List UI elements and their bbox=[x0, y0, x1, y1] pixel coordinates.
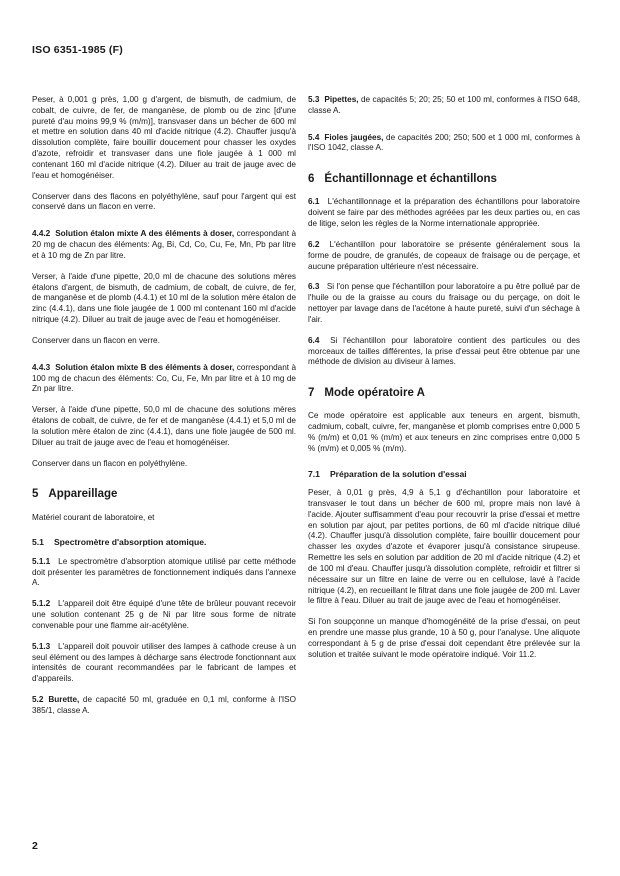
clause-6-4 bbox=[308, 336, 580, 368]
clause-6-3 bbox=[308, 282, 580, 325]
clause-text: L'échantillon pour laboratoire se présente généralement sous la forme de poudre, de granulés, de copeaux de fraisage ou de perçage, et aucune préparation ultérieure n'est nécessaire. bbox=[308, 239, 580, 271]
paragraph-test-solution-preparation: Peser, à 0,01 g près, 4,9 à 5,1 g d'échantillon pour laboratoire et transvaser le tout dans un bécher de 600 ml, propre mais non lavé à l'acide. Ajouter suffisamment d'eau pour recouvrir la prise d'essai et mettre en solution par ajout, par petites portions, de 60 ml d'acide nitrique dilué (4.2). Chauffer jusqu'à dissolution complète, faire bouillir doucement pour chasser les oxydes d'azote et évaporer jusqu'à consistance sirupeuse. Remettre les sels en solution par addition de 20 ml d'acide nitrique (4.2) et de 100 ml d'eau. Chauffer jusqu'à dissolution complète, refroidir et filtrer si nécessaire sur un filtre en laine de verre ou en cellulose, lavé à l'acide nitrique (4.2), en recueillant le filtrat dans une fiole jaugée de 200 ml. Laver le filtre à l'eau. Diluer au trait de jauge avec de l'eau et homogénéiser. bbox=[308, 488, 580, 606]
clause-text: Si l'on pense que l'échantillon pour laboratoire a pu être pollué par de l'huile ou de la graisse au cours du fraisage ou du perçage, on doit le nettoyer par lavage dans de l'acétone à haute pureté, suivi d'un séchage à l'air. bbox=[308, 282, 581, 324]
clause-text: de capacités 200; 250; 500 et 1 000 ml, conformes à l'ISO 1042, classe A. bbox=[308, 132, 580, 153]
paragraph-storage-polyethylene: Conserver dans des flacons en polyéthylène, sauf pour l'argent qui est conservé dans un flacon en verre. bbox=[32, 191, 296, 212]
clause-text: correspondant à 100 mg de chacun des éléments: Co, Cu, Fe, Mn par litre et à 10 mg de Zn par litre. bbox=[32, 362, 296, 394]
clause-number: 5.1.1 bbox=[32, 556, 51, 566]
clause-5-1-1 bbox=[32, 557, 296, 589]
subsection-number: 5.1 bbox=[32, 537, 44, 548]
paragraph-procedure-a-scope: Ce mode opératoire est applicable aux teneurs en argent, bismuth, cadmium, cobalt, cuivre, fer, manganèse et plomb comprises entre 0,000 5 % (m/m) et 0,01 % (m/m) et aux teneurs en zinc comprises entre 0,000 5 % (m/m) et 0,005 % (m/m). bbox=[308, 411, 580, 453]
section-title: Échantillonnage et échantillons bbox=[324, 173, 497, 186]
paragraph-apparatus-intro: Matériel courant de laboratoire, et bbox=[32, 512, 155, 522]
clause-text: Si l'échantillon pour laboratoire contient des particules ou des morceaux de tailles différentes, la prise d'essai peut être obtenue par une méthode de division au diviseur à lames. bbox=[308, 335, 581, 367]
clause-number: 5.1.2 bbox=[32, 599, 51, 609]
section-heading-5 bbox=[32, 487, 296, 502]
paragraph-mixed-a-preparation: Verser, à l'aide d'une pipette, 20,0 ml de chacune des solutions mères étalons d'argent, de bismuth, de cadmium, de cobalt, de cuivre, de fer, de manganèse et de plomb (4.4.1) et 10 ml de la solution mère étalon de zinc (4.4.1), dans une fiole jaugée de 1 000 ml contenant 160 ml d'acide nitrique (4.2). Diluer au trait de jauge avec de l'eau et homogénéiser. bbox=[32, 271, 296, 325]
section-title: Mode opératoire A bbox=[324, 387, 425, 400]
clause-text: L'échantillonnage et la préparation des échantillons pour laboratoire doivent se faire par des méthodes agréées par les deux parties ou, en cas de litige, selon les règles de la Norme internationale appropriée. bbox=[308, 197, 580, 229]
clause-text: L'appareil doit être équipé d'une tête de brûleur pouvant recevoir une solution contenant 25 g de Ni par litre sous forme de nitrate convenable pour une flamme air-acétylène. bbox=[32, 599, 296, 630]
page-number: 2 bbox=[32, 840, 38, 852]
right-column bbox=[308, 95, 580, 671]
clause-number: 5.1.3 bbox=[32, 641, 51, 651]
clause-5-1-3 bbox=[32, 642, 296, 685]
subsection-title: Préparation de la solution d'essai bbox=[329, 468, 467, 479]
section-number: 5 bbox=[32, 488, 39, 501]
clause-number: 6.1 bbox=[308, 197, 320, 207]
clause-4-4-2 bbox=[32, 229, 296, 261]
clause-number: 4.4.3 bbox=[32, 362, 51, 372]
subsection-number: 7.1 bbox=[308, 468, 320, 479]
left-column bbox=[32, 95, 296, 727]
subsection-heading-5-1 bbox=[32, 537, 296, 548]
clause-number: 5.3 bbox=[308, 95, 320, 104]
clause-5-3 bbox=[308, 95, 580, 117]
clause-text: L'appareil doit pouvoir utiliser des lampes à cathode creuse à un seul élément ou des lampes à décharge sans électrode fonctionnant aux intensités de courant recommandées par le fabricant de lampes et d'appareils. bbox=[32, 641, 296, 684]
subsection-heading-7-1 bbox=[308, 469, 580, 480]
clause-number: 5.2 bbox=[32, 694, 44, 704]
section-number: 6 bbox=[308, 173, 315, 186]
clause-number: 6.2 bbox=[308, 239, 320, 249]
paragraph-stock-solution-preparation: Peser, à 0,001 g près, 1,00 g d'argent, de bismuth, de cadmium, de cobalt, de cuivre, de fer, de manganèse, de plomb ou de zinc [d'une pureté d'au moins 99,9 % (m/m)], transvaser dans un bécher de 600 ml et mettre en solution dans 40 ml d'acide nitrique (4.2). Chauffer jusqu'à dissolution complète, faire bouillir doucement pour chasser les oxydes d'azote, refroidir et transvaser dans une fiole jaugée à 1 000 ml contenant 160 ml d'acide nitrique (4.2). Diluer au trait de jauge avec de l'eau et homogénéiser. bbox=[32, 95, 296, 180]
clause-number: 6.4 bbox=[308, 335, 320, 345]
section-heading-7 bbox=[308, 386, 580, 401]
clause-5-2 bbox=[32, 695, 296, 717]
paragraph-mixed-b-preparation: Verser, à l'aide d'une pipette, 50,0 ml de chacune des solutions mères étalons de cobalt, de cuivre, de fer et de manganèse (4.4.1) et 5,0 ml de la solution mère étalon de zinc (4.4.1), dans une fiole jaugée de 500 ml. Diluer au trait de jauge avec de l'eau et homogénéiser. bbox=[32, 405, 296, 447]
paragraph-storage-polyethylene-b: Conserver dans un flacon en polyéthylène. bbox=[32, 458, 188, 468]
paragraph-storage-glass: Conserver dans un flacon en verre. bbox=[32, 335, 160, 345]
subsection-title: Spectromètre d'absorption atomique. bbox=[53, 537, 207, 548]
clause-title: Burette, bbox=[48, 694, 80, 704]
clause-text: Le spectromètre d'absorption atomique utilisé par cette méthode doit présenter les paramètres de fonctionnement indiqués dans l'annexe A. bbox=[32, 556, 296, 588]
clause-6-2 bbox=[308, 240, 580, 272]
clause-title: Pipettes, bbox=[324, 95, 359, 104]
document-code-header: ISO 6351-1985 (F) bbox=[32, 44, 123, 56]
clause-number: 6.3 bbox=[308, 282, 320, 292]
clause-6-1 bbox=[308, 197, 580, 229]
paragraph-homogeneity-note: Si l'on soupçonne un manque d'homogénéité de la prise d'essai, on peut en prendre une masse plus grande, 10 à 50 g, pour l'analyse. Une aliquote correspondant à 5 g de prise d'essai doit cependant être prélevée sur la solution et traitée suivant le mode opératoire indiqué. Voir 11.2. bbox=[308, 617, 580, 659]
clause-5-1-2 bbox=[32, 599, 296, 631]
clause-4-4-3 bbox=[32, 363, 296, 395]
clause-title: Solution étalon mixte A des éléments à doser, bbox=[55, 229, 235, 239]
clause-text: correspondant à 20 mg de chacun des éléments: Ag, Bi, Cd, Co, Cu, Fe, Mn, Pb par litre et à 10 mg de Zn par litre. bbox=[32, 229, 297, 260]
section-number: 7 bbox=[308, 387, 315, 400]
clause-title: Solution étalon mixte B des éléments à doser, bbox=[55, 362, 235, 372]
section-heading-6 bbox=[308, 172, 580, 187]
section-title: Appareillage bbox=[48, 488, 118, 501]
clause-number: 5.4 bbox=[308, 132, 320, 142]
clause-5-4 bbox=[308, 133, 580, 155]
clause-text: de capacités 5; 20; 25; 50 et 100 ml, conformes à l'ISO 648, classe A. bbox=[308, 95, 580, 115]
clause-number: 4.4.2 bbox=[32, 229, 51, 239]
clause-title: Fioles jaugées, bbox=[324, 132, 384, 142]
clause-text: de capacité 50 ml, graduée en 0,1 ml, conforme à l'ISO 385/1, classe A. bbox=[32, 694, 296, 715]
